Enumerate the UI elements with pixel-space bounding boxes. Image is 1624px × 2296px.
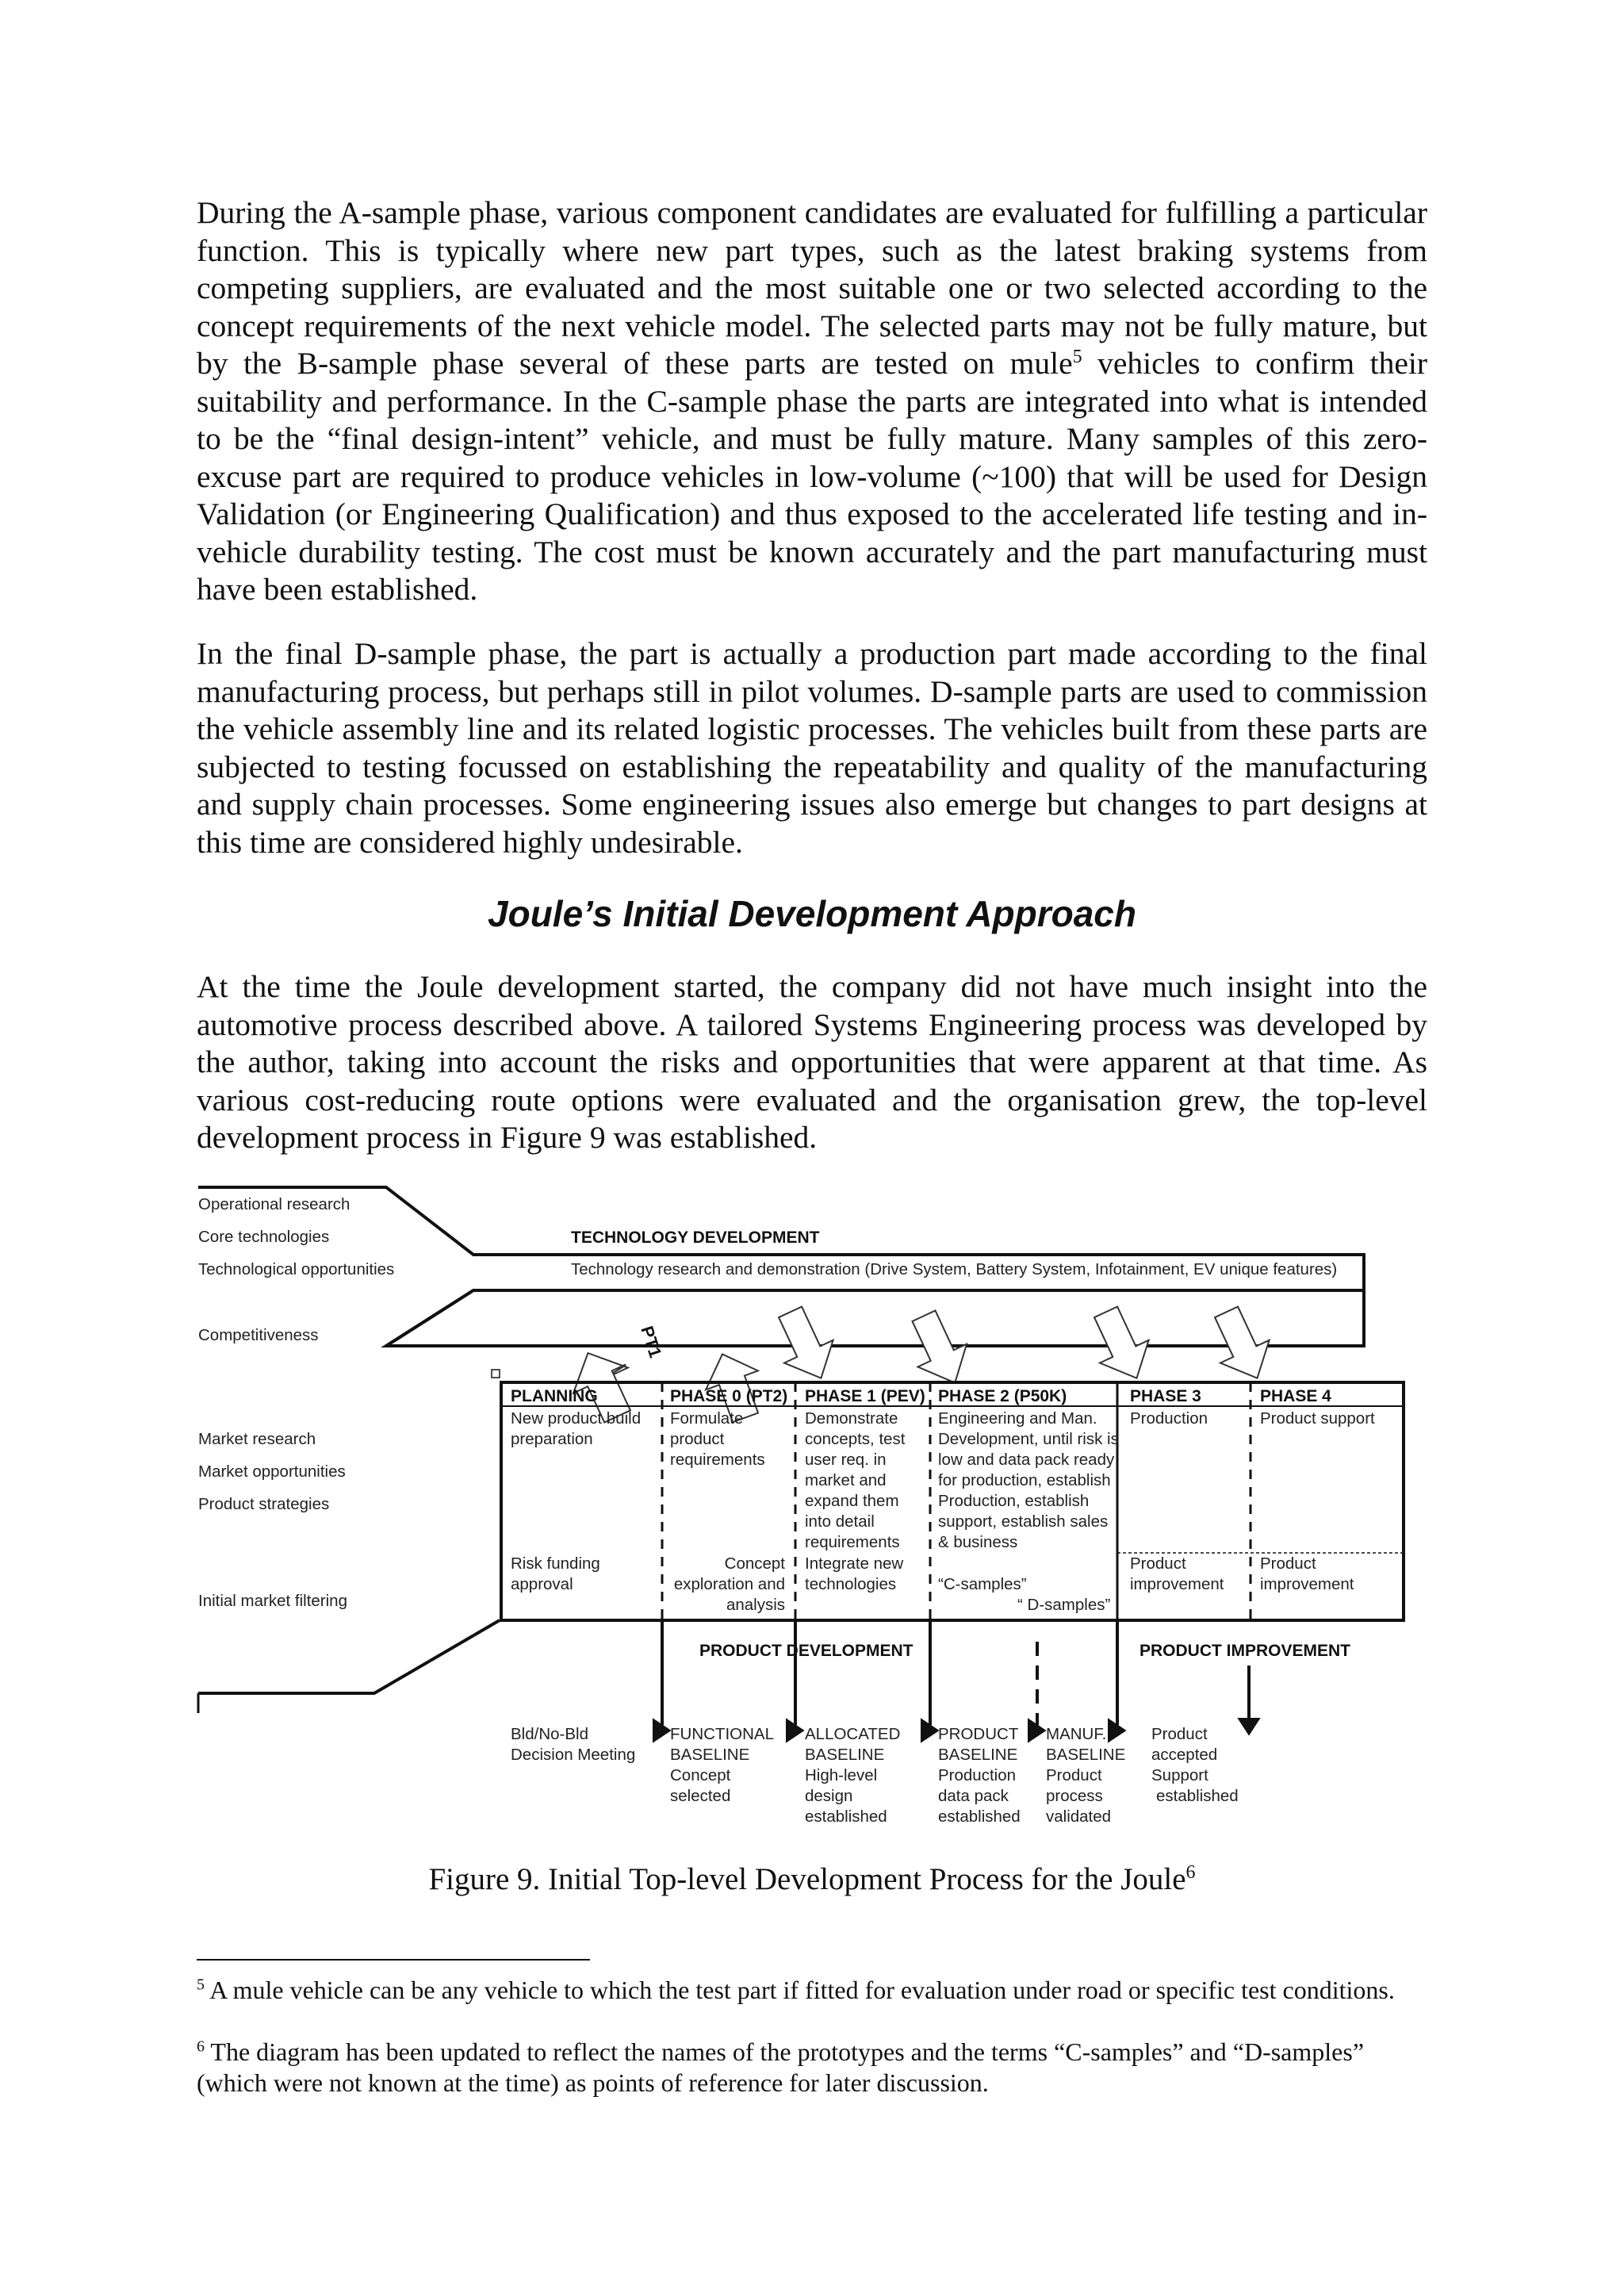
arrow-down-phase2 [899,1305,979,1394]
product-development-label: PRODUCT DEVELOPMENT [699,1642,914,1660]
phase-text: Development, until risk is [938,1430,1119,1448]
paragraph-a-sample: During the A-sample phase, various component candidates are evaluated for fulfilling a particular function. This is typically where new part types, such as the latest braking systems from competing suppliers, are evaluated and the most suitable one or two selected according to the concept requirements of the next vehicle model. The selected parts may not be fully mature, but by the B-sample phase several of these parts are tested on mule$^5$ vehicles to confirm their suitability and performance. In the C-sample phase the parts are integrated into what is intended to be the “final design-intent” vehicle, and must be fully mature. Many samples of this zero-excuse part are required to produce vehicles in low-volume (~100) that will be used for Design Validation (or Engineering Qualification) and thus exposed to the accelerated life testing and in-vehicle durability testing. The cost must be known accurately and the part manufacturing must have been established. [197,195,1427,607]
phase-text: into detail [805,1512,875,1531]
baseline-product [938,1725,1021,1826]
baseline-text: BASELINE [670,1746,750,1764]
phase-header: PHASE 1 (PEV) [805,1387,925,1405]
c-samples-label: “C-samples” [938,1575,1027,1593]
phase-text: Risk funding [511,1554,600,1573]
phase-text: Concept [724,1554,785,1573]
footnote-ref-6: 6 [1185,1862,1196,1883]
baseline-text: established [805,1807,887,1826]
phase-text: & business [938,1533,1018,1551]
footnote-ref-5: 5 [1072,346,1082,367]
phase-text: Product [1130,1554,1186,1573]
baseline-text: MANUF. [1046,1725,1107,1743]
baseline-text: Bld/No-Bld [511,1725,588,1743]
baseline-allocated [805,1725,900,1826]
phase-text: Production, establish [938,1492,1090,1510]
label-core-technologies: Core technologies [198,1228,330,1246]
baseline-text: validated [1046,1807,1112,1826]
baseline-text: High-level [805,1766,878,1784]
phase-2 [938,1387,1119,1614]
phase-text: user req. in [805,1451,887,1469]
arrow-product-head [922,1721,936,1740]
phase-text: exploration and [673,1575,785,1593]
label-market-opportunities: Market opportunities [198,1462,346,1481]
baseline-text: FUNCTIONAL [670,1725,774,1743]
phase-text: market and [805,1471,887,1489]
baseline-text: data pack [938,1787,1009,1805]
baseline-text: selected [670,1787,731,1805]
phase-text: Product [1260,1554,1316,1573]
baseline-text: established [1156,1787,1239,1805]
baseline-text: BASELINE [1046,1746,1126,1764]
phase-text: approval [511,1575,573,1593]
phase-text: improvement [1260,1575,1354,1593]
phase-text: product [670,1430,725,1448]
baseline-text: Product [1046,1766,1102,1784]
phase-text: for production, establish [938,1471,1111,1489]
technology-development-desc: Technology research and demonstration (Drive System, Battery System, Infotainment, EV unique features) [571,1260,1338,1278]
baseline-arrows [198,1620,1258,1740]
arrow-manuf-head [1029,1721,1044,1740]
baseline-text: BASELINE [938,1746,1018,1764]
label-market-research: Market research [198,1430,316,1448]
phase-header: PHASE 2 (P50K) [938,1387,1067,1405]
phase-text: Demonstrate [805,1409,898,1428]
phase-text: improvement [1130,1575,1224,1593]
phase-text: technologies [805,1575,897,1593]
phase-4 [1260,1387,1375,1593]
baseline-manuf [1046,1725,1125,1826]
footnote-6: $^6$ The diagram has been updated to reflect the names of the prototypes and the terms “C-samples” and “D-samples” (which were not known at the time) as points of reference for later discussion. [197,2037,1365,2097]
d-samples-label: “ D-samples” [1017,1596,1111,1614]
label-technological-opportunities: Technological opportunities [198,1260,395,1278]
phase-header: PHASE 4 [1260,1387,1331,1405]
phase-text: analysis [726,1596,785,1614]
label-product-strategies: Product strategies [198,1495,330,1513]
baseline-text: Decision Meeting [511,1746,636,1764]
baseline-text: PRODUCT [938,1725,1019,1743]
phase-text: New product build [511,1409,642,1428]
arrow-allocated-head [787,1721,802,1740]
label-operational-research: Operational research [198,1195,350,1213]
phase-text: preparation [511,1430,593,1448]
baseline-text: BASELINE [805,1746,885,1764]
baseline-functional [670,1725,774,1805]
baseline-text: Concept [670,1766,731,1784]
baseline-text: accepted [1151,1746,1218,1764]
label-initial-market-filtering: Initial market filtering [198,1592,347,1610]
baseline-text: Product [1151,1725,1208,1743]
baseline-text: established [938,1807,1021,1826]
arrow-functional-head [654,1721,668,1740]
phase-header: PHASE 3 [1130,1387,1201,1405]
arrow-production-head [1109,1721,1124,1740]
phase-planning [511,1387,641,1593]
phase-0 [670,1387,787,1614]
phase-header: PLANNING [511,1387,598,1405]
baseline-text: design [805,1787,853,1805]
figure-caption: Figure 9. Initial Top-level Development Process for the Joule$^6$ [428,1862,1196,1896]
baseline-text: ALLOCATED [805,1725,901,1743]
technology-development-title: TECHNOLOGY DEVELOPMENT [571,1228,820,1247]
funnel-edge [386,1290,473,1346]
phase-text: requirements [805,1533,900,1551]
phase-text: expand them [805,1492,899,1510]
footnote-separator [197,1959,590,1961]
phase-text: requirements [670,1451,765,1469]
phase-text: low and data pack ready [938,1451,1115,1469]
anchor-marker [492,1370,500,1378]
footnote-5: $^5$ A mule vehicle can be any vehicle to which the test part if fitted for evaluation under road or specific test conditions. [197,1976,1395,2004]
baseline-text: Support [1151,1766,1208,1784]
product-improvement-label: PRODUCT IMPROVEMENT [1139,1642,1351,1660]
section-heading: Joule’s Initial Development Approach [488,893,1136,934]
phase-text: support, establish sales [938,1512,1109,1531]
arrow-support-head [1240,1719,1258,1733]
phase-1 [805,1387,925,1593]
phase-text: Production [1130,1409,1208,1428]
phase-text: Integrate new [805,1554,904,1573]
phase-3 [1130,1387,1224,1593]
phase-text: Product support [1260,1409,1375,1428]
left-labels [198,1195,394,1610]
paragraph-joule-approach: At the time the Joule development started, the company did not have much insight into the automotive process described above. A tailored Systems Engineering process was developed by the author, taking into account the risks and opportunities that were apparent at that time. As various cost-reducing route options were evaluated and the organisation grew, the top-level development process in Figure 9 was established. [197,969,1427,1155]
baseline-bld [511,1725,635,1764]
baseline-text: Production [938,1766,1017,1784]
phase-text: Engineering and Man. [938,1409,1097,1428]
baseline-text: process [1046,1787,1103,1805]
phase-text: Formulate [670,1409,744,1428]
baseline-product-accepted [1151,1725,1239,1805]
pt1-label: PT1 [637,1323,666,1360]
label-competitiveness: Competitiveness [198,1326,319,1344]
phase-text: concepts, test [805,1430,906,1448]
paragraph-d-sample: In the final D-sample phase, the part is actually a production part made according to the final manufacturing process, but perhaps still in pilot volumes. D-sample parts are used to commission the vehicle assembly line and its related logistic processes. The vehicles built from these parts are subjected to testing focussed on establishing the repeatability and quality of the manufacturing and supply chain processes. Some engineering issues also emerge but changes to part designs at this time are considered highly undesirable. [197,636,1427,860]
phase-header: PHASE 0 (PT2) [670,1387,788,1405]
funnel-bottom-outline [198,1620,500,1693]
